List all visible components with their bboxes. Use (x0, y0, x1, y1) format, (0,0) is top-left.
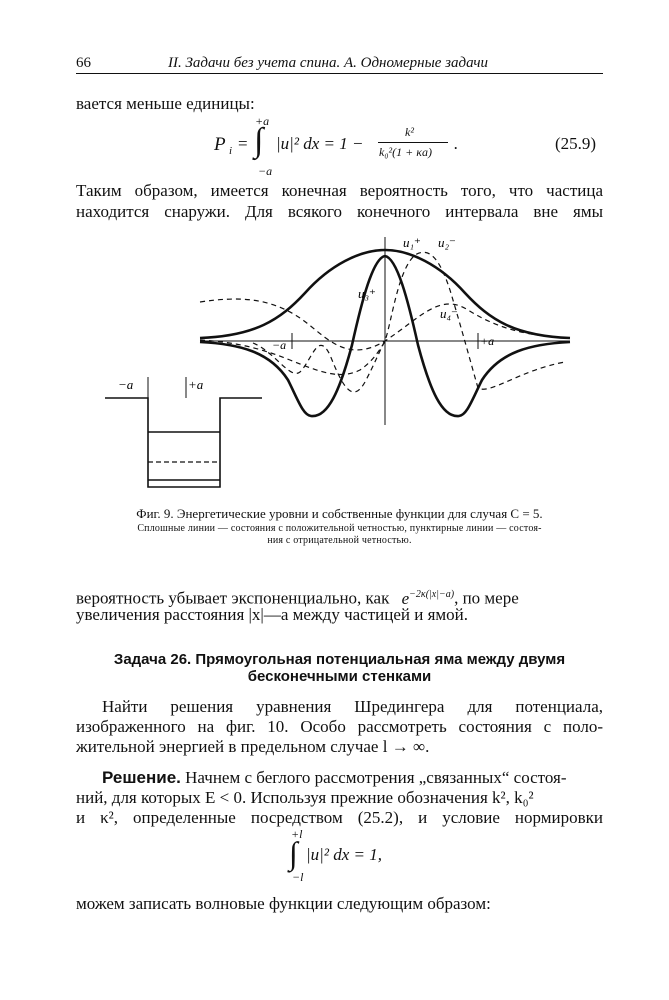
eq-numerator: k² (405, 125, 414, 139)
eq-period: . (454, 134, 459, 153)
running-title: II. Задачи без учета спина. А. Одномерные задачи (168, 55, 489, 71)
p2-line1-end: , по мере (454, 588, 519, 608)
paragraph-2-line-2: увеличения расстояния |x|—a между частицей и ямой. (76, 605, 468, 624)
problem-title-line-2: бесконечными стенками (247, 668, 432, 685)
norm-upper-limit: +l (291, 827, 303, 841)
eq-equals: = (238, 134, 248, 153)
intro-line: вается меньше единицы: (76, 94, 255, 113)
paragraph-1-line-1: Таким образом, имеется конечная вероятность того, что частица (76, 181, 603, 200)
eq-lhs-sub: i (229, 145, 233, 157)
integral-sign: ∫ (254, 122, 264, 159)
solution-line-3: и κ², определенные посредством (25.2), и условие нормировки (76, 808, 603, 827)
eq-upper-limit: +a (255, 114, 270, 128)
solution-line-1-text: Начнем с беглого рассмотрения „связанных“ состоя- (180, 768, 567, 787)
label-axis-plus-a: +a (480, 334, 495, 348)
p2-exp-base: e (401, 588, 410, 608)
label-u4-minus: u₄⁻ (440, 306, 458, 321)
label-u3-plus: u₃⁺ (358, 286, 376, 301)
label-u2-minus: u₂⁻ (438, 235, 456, 250)
page-number: 66 (76, 55, 91, 71)
label-well-minus-a: −a (118, 377, 134, 392)
eq-denominator: k₀²(1 + κa) (379, 145, 432, 159)
norm-integrand: |u|² dx = 1, (306, 845, 382, 864)
label-u1-plus: u₁⁺ (403, 235, 421, 250)
paragraph-1-line-2: находится снаружи. Для всякого конечного интервала вне ямы (76, 202, 603, 221)
problem-statement-line-1: Найти решения уравнения Шредингера для потенциала, (102, 697, 603, 716)
closing-line: можем записать волновые функции следующим образом: (76, 894, 491, 913)
problem-statement-line-3: жительной энергией в предельном случае l → ∞. (76, 737, 430, 756)
problem-title-line-1: Задача 26. Прямоугольная потенциальная яма между двумя (113, 651, 566, 668)
equation-number: (25.9) (555, 134, 597, 153)
label-well-plus-a: +a (188, 377, 204, 392)
norm-lower-limit: −l (292, 870, 304, 884)
norm-integral-sign: ∫ (289, 835, 298, 871)
label-axis-minus-a: −a (272, 338, 287, 352)
eq-lhs: P (214, 134, 226, 155)
solution-line-2: ний, для которых E < 0. Используя прежние обозначения k², k₀² (76, 788, 534, 807)
problem-statement-line-2: изображенного на фиг. 10. Особо рассмотреть состояния с поло- (76, 717, 603, 736)
figure-caption-line-2: Сплошные линии — состояния с положительной четностью, пунктирные линии — состоя- (137, 523, 542, 534)
figure-caption-title: Фиг. 9. Энергетические уровни и собственные функции для случая C = 5. (136, 506, 543, 521)
solution-label: Решение. (102, 768, 181, 787)
p2-exp-power: −2κ(|x|−a) (409, 589, 455, 600)
p2-line1-start: вероятность убывает экспоненциально, как (76, 588, 390, 608)
eq-integrand: |u|² dx = 1 − (276, 134, 364, 153)
eq-lower-limit: −a (258, 164, 273, 178)
figure-caption-line-3: ния с отрицательной четностью. (267, 535, 412, 546)
